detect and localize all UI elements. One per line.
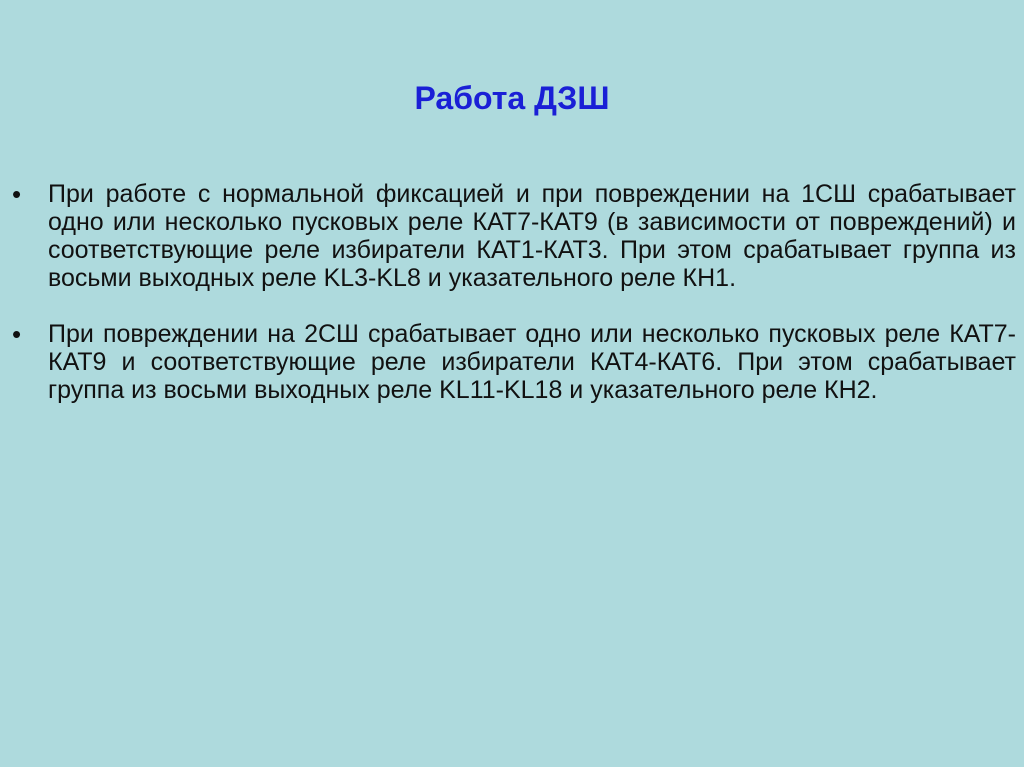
bullet-text: При работе с нормальной фиксацией и при повреждении на 1СШ срабатывает одно или несколько пусковых реле КАТ7-КАТ9 (в зависимости от повреждений) и соответствующие реле избиратели КАТ1-КАТ3. При этом срабатывает группа из восьми выходных реле KL3-KL8 и указательного реле КН1.: [48, 180, 1016, 292]
bullet-text: При повреждении на 2СШ срабатывает одно или несколько пусковых реле КАТ7-КАТ9 и соответствующие реле избиратели КАТ4-КАТ6. При этом срабатывает группа из восьми выходных реле KL11-KL18 и указательного реле КН2.: [48, 320, 1016, 404]
bullet-item-1: [8, 180, 1016, 292]
slide-title: Работа ДЗШ: [414, 80, 610, 116]
bullet-item-2: [8, 320, 1016, 404]
bullet-list: [8, 180, 1016, 432]
bullet-marker: •: [12, 319, 22, 349]
bullet-marker: •: [12, 179, 22, 209]
